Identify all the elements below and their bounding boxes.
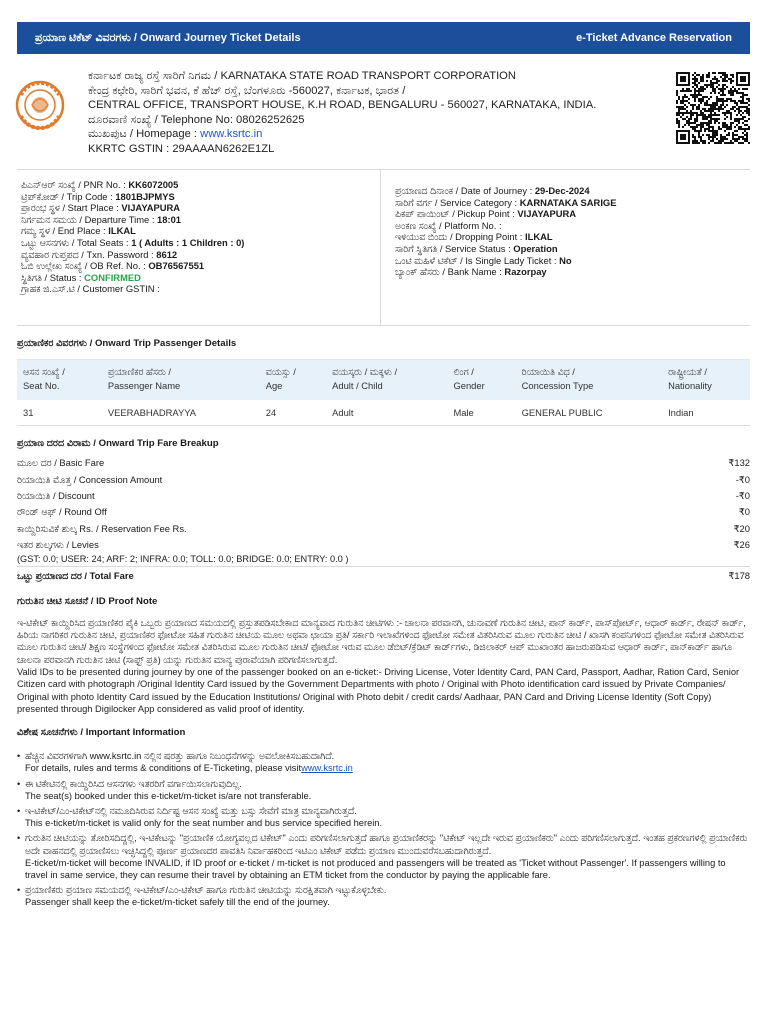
list-item-en-text: E-ticket/m-ticket will become INVALID, if ID proof or e-ticket / m-ticket is not produced and passengers will be treated as 'Ticket without Passenger'. If passengers willing to travel in same service, they can resume their travel by obtaining an ETM ticket from the conductor by paying the applicable fare. [25,857,726,880]
idproof-section-title: ಗುರುತಿನ ಚೀಟಿ ಸೂಚನೆ / ID Proof Note [17,595,158,607]
passenger-column-header [662,360,750,400]
passenger-section-title: ಪ್ರಯಾಣಿಕರ ವಿವರಗಳು / Onward Trip Passenger Details [17,338,237,349]
trip-field-value: Razorpay [504,266,547,278]
trip-field [395,208,616,220]
fare-amount: ₹0 [738,506,750,518]
trip-field-label: ಪ್ರಯಾಣದ ದಿನಾಂಕ / Date of Journey : [395,185,535,196]
trip-field [21,214,380,226]
trip-field-value: VIJAYAPURA [121,202,181,214]
trip-field-value: Operation [513,242,558,254]
trip-details [17,170,750,326]
homepage-link[interactable]: www.ksrtc.in [200,128,263,141]
list-item-en-text: Passenger shall keep the e-ticket/m-ticket safely till the end of the journey. [25,897,330,908]
trip-field [395,197,616,209]
list-item [17,832,750,881]
fare-label: ಮೂಲ ದರ / Basic Fare [17,457,105,469]
list-item-text [25,832,750,881]
list-item-text [25,884,386,908]
list-item-kn: ಗುರುತಿನ ಚೀಟಿಯನ್ನು ತೋರಿಸದಿದ್ದಲ್ಲಿ, ಇ-ಟಿಕೇಟನ್ನು "ಪ್ರಯಾಣಿಕ ಯೋಗ್ಯವಲ್ಲದ ಟಿಕೇಟ್" ಎಂದು ಪರಿಗಣಿಸಲಾಗುತ್ತದೆ ಹಾಗೂ ಪ್ರಯಾಣಿಕರನ್ನು "ಟಿಕೇಟ್ ಇಲ್ಲದೇ ಇರುವ ಪ್ರಯಾಣಿಕರು" ಎಂದು ಪರಿಗಣಿಸಲಾಗುತ್ತದೆ. ಇಂತಹ ಪ್ರಕರಣಗಳಲ್ಲಿ ಪ್ರಯಾಣಿಕರು ಅದೇ ವಾಹನದಲ್ಲಿ ಪ್ರಯಾಣಿಸಲು ಇಚ್ಛಿಸಿದ್ದಲ್ಲಿ ಪೂರ್ಣ ಪ್ರಯಾಣದರ ಪಾವತಿಸಿ ನಿರ್ವಾಹಕರಿಂದ ಇಟಿಎಂ ಟಿಕೇಟ್ ಪಡೆದು ಪ್ರಯಾಣ ಮುಂದುವರೆಸಬಹುದಾಗಿರುತ್ತದೆ. [25,833,748,856]
passenger-table-header [17,360,750,400]
levies-breakdown: (GST: 0.0; USER: 24; ARF: 2; INFRA: 0.0; TOLL: 0.0; BRIDGE: 0.0; ENTRY: 0.0 ) [17,554,349,565]
list-item-en-text: This e-ticket/m-ticket is valid only for the seat number and bus service specified herein. [25,818,383,829]
trip-field [21,249,380,261]
passenger-column-header [102,360,260,400]
trip-field [21,260,380,272]
ksrtc-link[interactable]: www.ksrtc.in [301,763,353,774]
idproof-note-en: Valid IDs to be presented during journey by one of the passenger booked on an e-ticket:- Driving License, Voter Identity Card, PAN Card, Passport, Aadhar, Ration Card, Senior Citizen card with photograph /Original Identity Card issued by the Government Departments with photo / Original with Photo identification card issued by Private Companies/ Original with photo Identity Card issued by the Education Institutions/ Original with Photo debit / credit cards/ Aadhaar, PAN Card and Driving License Identity (Soft Copy) presented through Digilocker App considered as valid proof of identity. [17,666,740,714]
list-item-kn: ಹೆಚ್ಚಿನ ವಿವರಗಳಿಗಾಗಿ www.ksrtc.in ನಲ್ಲಿನ ಷರತ್ತು ಹಾಗೂ ನಿಬಂಧನೆಗಳನ್ನು ಅವಲೋಕಿಸಬಹುದಾಗಿದೆ. [25,751,335,762]
ticket-banner [17,22,750,54]
trip-field-label: ಪಿಕಪ್ ಪಾಯಿಂಟ್ / Pickup Point : [395,208,518,220]
fare-total-label: ಒಟ್ಟು ಪ್ರಯಾಣದ ದರ / Total Fare [17,570,134,582]
org-header [17,72,750,170]
passenger-table [17,359,750,426]
list-item [17,805,750,829]
column-header-en: Seat No. [23,380,60,391]
trip-field-label: ಒಂಟಿ ಮಹಿಳೆ ಟಿಕೆಟ್ / Is Single Lady Ticket : [395,254,560,266]
list-item-en [25,817,382,829]
fare-amount: ₹20 [733,522,750,534]
trip-field [395,231,616,243]
org-telephone: ದೂರವಾಣಿ ಸಂಖ್ಯೆ / Telephone No: 08026252625 [88,113,305,126]
trip-field-value: 1 ( Adults : 1 Children : 0) [131,236,245,248]
trip-field-value: No [559,254,572,266]
trip-field [395,243,616,255]
idproof-section [17,596,750,715]
bullet-icon: • [17,885,21,896]
passenger-column-header [17,360,102,400]
org-gstin: KKRTC GSTIN : 29AAAAN6262E1ZL [88,142,275,155]
trip-field-value: CONFIRMED [84,271,141,283]
bullet-icon: • [17,805,21,816]
list-item-kn: ಇ-ಟಿಕೇಟ್/ಎಂ-ಟಿಕೇಟ್‌ನಲ್ಲಿ ನಮೂದಿಸಿರುವ ನಿರ್ದಿಷ್ಟ ಆಸನ ಸಂಖ್ಯೆ ಮತ್ತು ಬಸ್ಸು ಸೇವೆಗೆ ಮಾತ್ರ ಮಾನ್ಯವಾಗಿರುತ್ತದೆ. [25,805,357,816]
column-header-kn: ಆಸನ ಸಂಖ್ಯೆ / [23,366,65,377]
fare-row [17,455,750,471]
fare-row [17,537,750,553]
trip-field [395,185,616,197]
fare-label: ರೌಂಡ್ ಆಫ್ / Round Off [17,506,107,518]
column-header-en: Nationality [668,380,712,391]
trip-field [21,179,380,191]
bullet-icon: • [17,833,21,844]
banner-ticket-type: e-Ticket Advance Reservation [576,32,732,44]
trip-field [21,225,380,237]
table-cell: Male [447,400,515,426]
org-homepage [88,127,596,142]
trip-field-label: ಇಳಿಯುವ ಬಿಂದು / Dropping Point : [395,231,525,243]
list-item-text [25,805,382,829]
list-item-en [25,790,311,802]
trip-field-label: ಗಮ್ಯ ಸ್ಥಳ / End Place : [21,225,109,237]
homepage-label: ಮುಖಪುಟ / Homepage : [88,128,201,141]
idproof-note [17,617,750,715]
list-item-kn: ಈ ಟಿಕೇಟಿನಲ್ಲಿ ಕಾಯ್ದಿರಿಸಿದ ಆಸನಗಳು ಇತರರಿಗೆ ವರ್ಗಾಯಿಸಲಾಗುವುದಿಲ್ಲ. [25,778,242,789]
trip-field-label: ಸ್ಥಿತಿಗತಿ / Status : [21,271,85,283]
passenger-section [17,338,750,426]
ksrtc-logo-icon [15,75,65,135]
fare-label: ಇತರ ಶುಲ್ಕಗಳು / Levies [17,539,99,551]
trip-details-left [17,170,381,325]
fare-total-amount: ₹178 [728,570,750,582]
passenger-column-header [516,360,662,400]
trip-field-label: ಅಂಕಣ ಸಂಖ್ಯೆ / Platform No. : [395,219,502,231]
table-cell: 31 [17,400,102,426]
trip-field [21,272,380,284]
fare-label: ರಿಯಾಯಿತಿ ಮೊತ್ತ / Concession Amount [17,473,163,485]
column-header-kn: ವಯಸ್ಸು / [265,366,296,377]
fare-label: ಕಾಯ್ದಿರಿಸುವಿಕೆ ಶುಲ್ಕ Rs. / Reservation Fee Rs. [17,522,187,534]
column-header-kn: ಲಿಂಗ / [453,366,474,377]
org-name: ಕರ್ನಾಟಕ ರಾಜ್ಯ ರಸ್ತೆ ಸಾರಿಗೆ ನಿಗಮ / KARNATAKA STATE ROAD TRANSPORT CORPORATION [88,70,516,82]
passenger-column-header [326,360,447,400]
column-header-kn: ರಾಷ್ಟ್ರೀಯತೆ / [668,366,707,377]
fare-row [17,488,750,504]
trip-field-value: ILKAL [108,225,136,237]
table-cell: 24 [260,400,326,426]
fare-amount: -₹0 [735,489,750,501]
table-cell: Adult [326,400,447,426]
org-details [88,69,596,157]
list-item [17,884,750,908]
fare-label: ರಿಯಾಯಿತಿ / Discount [17,489,95,501]
trip-field [21,202,380,214]
list-item-en-text: For details, rules and terms & conditions of E-Ticketing, please visit [25,763,302,774]
list-item-en-text: The seat(s) booked under this e-ticket/m-ticket is/are not transferable. [25,790,312,801]
passenger-column-header [447,360,515,400]
fare-section [17,438,750,583]
trip-field-label: ಪಿಎನ್ಆರ್ ಸಂಖ್ಯೆ / PNR No. : [21,179,129,190]
column-header-en: Age [265,380,283,391]
trip-field [21,237,380,249]
trip-field-value: 1801BJPMYS [115,190,175,202]
trip-field-value: 8612 [156,248,178,260]
important-list [17,750,750,908]
list-item-en [25,762,353,774]
qr-code-icon [676,72,750,144]
table-cell: GENERAL PUBLIC [516,400,662,426]
fare-breakup [17,455,750,583]
table-row [17,400,750,426]
trip-field-value: KK6072005 [128,179,179,190]
list-item [17,750,750,774]
idproof-note-kn: ಇ-ಟಿಕೇಟ್ ಕಾಯ್ದಿರಿಸಿದ ಪ್ರಯಾಣಿಕರ ಪೈಕಿ ಒಬ್ಬರು ಪ್ರಯಾಣದ ಸಮಯದಲ್ಲಿ ಪ್ರಸ್ತುತಪಡಿಸಬೇಕಾದ ಮಾನ್ಯವಾದ ಗುರುತಿನ ಚೀಟಿಗಳು :- ಚಾಲನಾ ಪರವಾನಗಿ, ಚುನಾವಣೆ ಗುರುತಿನ ಚೀಟಿ, ಪಾನ್ ಕಾರ್ಡ್, ಪಾಸ್‌ಪೋರ್ಟ್, ಆಧಾರ್ ಕಾರ್ಡ್, ರೇಷನ್ ಕಾರ್ಡ್, ಹಿರಿಯ ನಾಗರಿಕರ ಗುರುತಿನ ಚೀಟಿ, ಪ್ರಯಾಣಿಕರ ಫೋಟೋ ಸಹಿತ ಗುರುತಿನ ಚೀಟಿಯ ಮೂಲ ಅಥವಾ ಛಾಯಾ ಪ್ರತಿ/ ಸರ್ಕಾರಿ ಇಲಾಖೆಗಳಿಂದ ಫೋಟೋ ಸಮೇತ ವಿತರಿಸಿರುವ ಮೂಲ ಗುರುತಿನ ಚೀಟಿ / ಖಾಸಗಿ ಕಂಪನಿಗಳಿಂದ ಫೋಟೋ ಸಮೇತ ವಿತರಿಸಿರುವ ಮೂಲ ಗುರುತಿನ ಚೀಟಿ/ ಶಿಕ್ಷಣ ಸಂಸ್ಥೆಗಳಿಂದ ಫೋಟೋ ಸಮೇತ ವಿತರಿಸಿರುವ ಮೂಲ ಗುರುತಿನ ಚೀಟಿ/ ಫೋಟೋ ಇರುವ ಮೂಲ ಡೆಬಿಟ್/ಕ್ರೆಡಿಟ್ ಕಾರ್ಡ್‌ಗಳು, ಡಿಜಿಲಾಕರ್ ಆಪ್ ಮುಖಾಂತರ ಹಾಜರುಪಡಿಸುವ ಆಧಾರ್ ಕಾರ್ಡ್, ಪಾನ್‌ಕಾರ್ಡ್ ಹಾಗೂ ಚಾಲನಾ ಪರವಾನಗಿ ಗುರುತಿನ ಚೀಟಿ (ಸಾಫ್ಟ್ ಪ್ರತಿ) ಯನ್ನು ಗುರುತಿನ ಮಾನ್ಯ ಪುರಾವೆಯಾಗಿ ಪರಿಗಣಿಸಲಾಗುತ್ತದೆ. [17,617,746,665]
passenger-column-header [260,360,326,400]
trip-field-value: 29-Dec-2024 [534,185,590,196]
column-header-en: Gender [453,380,485,391]
column-header-en: Passenger Name [107,380,181,391]
list-item-text [25,778,311,802]
fare-amount: ₹26 [733,539,750,551]
trip-field-label: ನಿರ್ಗಮನ ಸಮಯ / Departure Time : [21,213,158,225]
list-item-en [25,896,386,908]
trip-field-label: ಬ್ಯಾಂಕ್ ಹೆಸರು / Bank Name : [395,266,505,278]
org-address-en: CENTRAL OFFICE, TRANSPORT HOUSE, K.H ROAD, BENGALURU - 560027, KARNATAKA, INDIA. [88,99,597,112]
fare-section-title: ಪ್ರಯಾಣ ದರದ ವಿರಾಮ / Onward Trip Fare Breakup [17,438,219,449]
bullet-icon: • [17,751,21,762]
trip-field-value: OB76567551 [148,260,205,272]
column-header-en: Adult / Child [332,380,383,391]
fare-amount: ₹132 [728,457,750,469]
fare-row [17,504,750,520]
trip-field-label: ಪ್ರಾರಂಭ ಸ್ಥಳ / Start Place : [21,202,122,214]
fare-row [17,521,750,537]
trip-field-label: ಟ್ರಿಪ್‌ಕೋಡ್ / Trip Code : [21,190,116,202]
trip-field-label: ಸಾರಿಗೆ ವರ್ಗ / Service Category : [395,196,520,208]
column-header-kn: ರಿಯಾಯಿತಿ ವಿಧ / [521,366,575,377]
trip-field-label: ಒಟ್ಟು ಆಸನಗಳು / Total Seats : [21,236,132,248]
trip-field-label: ಓಬಿ ಉಲ್ಲೇಖ ಸಂಖ್ಯೆ / OB Ref. No. : [21,260,149,272]
trip-field [21,283,380,295]
banner-title: ಪ್ರಯಾಣ ಟಿಕೆಟ್ ವಿವರಗಳು / Onward Journey Ticket Details [35,31,301,44]
trip-field-value: 18:01 [157,213,182,225]
trip-field-value: KARNATAKA SARIGE [519,196,617,208]
table-cell: Indian [662,400,750,426]
trip-details-right [381,170,616,325]
trip-field [395,220,616,232]
column-header-kn: ವಯಸ್ಕರು / ಮಕ್ಕಳು / [332,366,398,377]
trip-field-label: ಗ್ರಾಹಕ ಜಿ.ಎಸ್.ಟಿ / Customer GSTIN : [21,283,160,295]
fare-total-row [17,566,750,582]
list-item [17,778,750,802]
list-item-kn: ಪ್ರಯಾಣಿಕರು ಪ್ರಯಾಣ ಸಮಯದಲ್ಲಿ ಇ-ಟಿಕೇಟ್/ಎಂ-ಟಿಕೇಟ್ ಹಾಗೂ ಗುರುತಿನ ಚೀಟಿಯನ್ನು ಸುರಕ್ಷಿತವಾಗಿ ಇಟ್ಟುಕೊಳ್ಳಬೇಕು. [25,885,387,896]
org-address-kn: ಕೇಂದ್ರ ಕಛೇರಿ, ಸಾರಿಗೆ ಭವನ, ಕೆ ಹೆಚ್ ರಸ್ತೆ, ಬೆಂಗಳೂರು -560027, ಕರ್ನಾಟಕ, ಭಾರತ / [88,84,406,97]
trip-field-label: ವ್ಯವಹಾರ ಗುಪ್ತಪದ / Txn. Password : [21,248,157,260]
bullet-icon: • [17,778,21,789]
trip-field [21,191,380,203]
trip-field-label: ಸಾರಿಗೆ ಸ್ಥಿತಿಗತಿ / Service Status : [395,242,514,254]
trip-field-value: VIJAYAPURA [517,208,577,220]
important-section-title: ವಿಶೇಷ ಸೂಚನೆಗಳು / Important Information [17,727,186,739]
list-item-en [25,857,750,881]
trip-field-value: ILKAL [525,231,553,243]
column-header-en: Concession Type [521,380,594,391]
trip-field [395,266,616,278]
list-item-text [25,750,353,774]
fare-amount: -₹0 [735,473,750,485]
fare-row [17,471,750,487]
table-cell: VEERABHADRAYYA [102,400,260,426]
trip-field [395,255,616,267]
column-header-kn: ಪ್ರಯಾಣಿಕರ ಹೆಸರು / [107,366,172,377]
important-section [17,727,750,908]
